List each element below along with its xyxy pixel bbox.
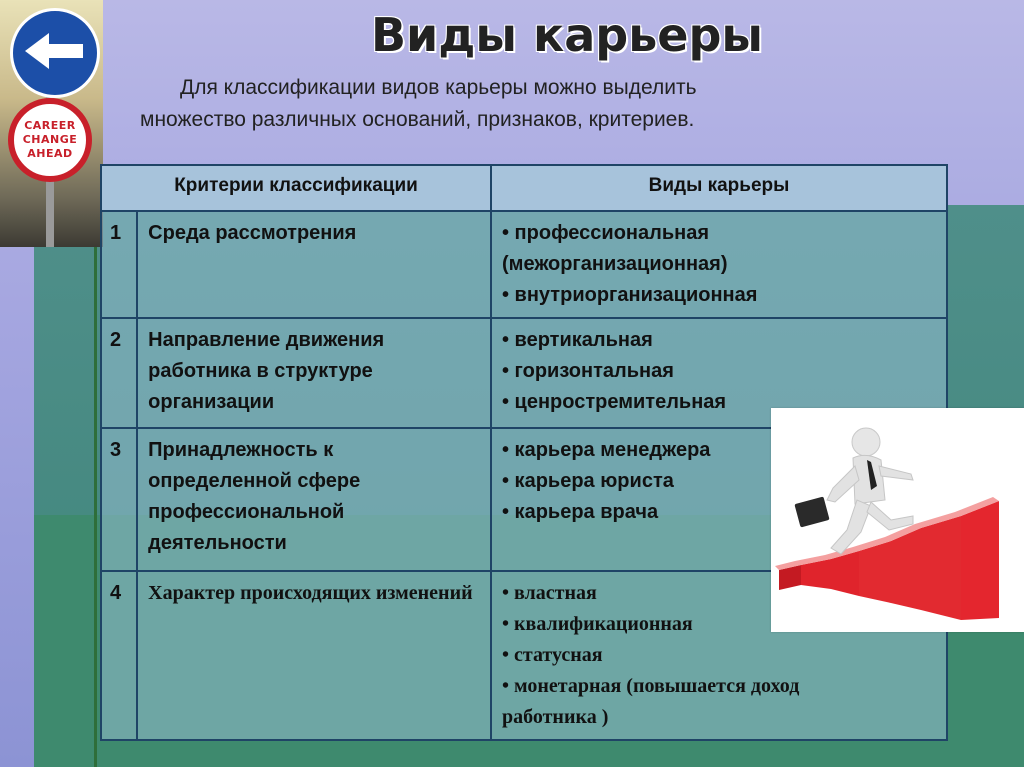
table-row (101, 211, 947, 318)
list-item: • монетарная (повышается доход (502, 675, 800, 697)
career-change-sign (8, 98, 92, 182)
list-item: • карьера юриста (502, 470, 674, 492)
list-item: • внутриорганизационная (502, 284, 758, 306)
row-types (491, 211, 947, 318)
row-number: 1 (101, 211, 137, 318)
list-item: • карьера врача (502, 501, 659, 523)
row-criterion: Принадлежность к определенной сфере профессиональной деятельности (137, 428, 491, 571)
list-item: • профессиональная (502, 222, 710, 244)
list-item: • горизонтальная (502, 360, 674, 382)
table-header-row (101, 165, 947, 211)
list-item: • статусная (502, 644, 603, 666)
sign-line-2: CHANGE (22, 133, 78, 146)
sign-line-3: AHEAD (27, 147, 73, 160)
list-item: работника ) (502, 706, 609, 728)
sign-line-1: CAREER (24, 119, 76, 132)
header-criteria: Критерии классификации (101, 165, 491, 211)
list-item: • карьера менеджера (502, 439, 711, 461)
page-title: Виды карьеры (370, 8, 764, 62)
row-number: 2 (101, 318, 137, 428)
list-item: (межорганизационная) (502, 253, 728, 275)
background-divider (94, 205, 97, 767)
subtitle-line-2: множество различных оснований, признаков, критериев. (140, 108, 695, 131)
row-criterion: Характер происходящих изменений (137, 571, 491, 740)
row-number: 3 (101, 428, 137, 571)
row-criterion: Среда рассмотрения (137, 211, 491, 318)
header-types: Виды карьеры (491, 165, 947, 211)
list-item: • ценростремительная (502, 391, 727, 413)
list-item: • квалификационная (502, 613, 693, 635)
list-item: • вертикальная (502, 329, 653, 351)
person-climbing-bar-chart-icon (771, 408, 1024, 632)
subtitle (140, 72, 970, 136)
row-number: 4 (101, 571, 137, 740)
list-item: • властная (502, 582, 597, 604)
row-criterion: Направление движения работника в структуре организации (137, 318, 491, 428)
subtitle-line-1: Для классификации видов карьеры можно выделить (180, 76, 697, 99)
